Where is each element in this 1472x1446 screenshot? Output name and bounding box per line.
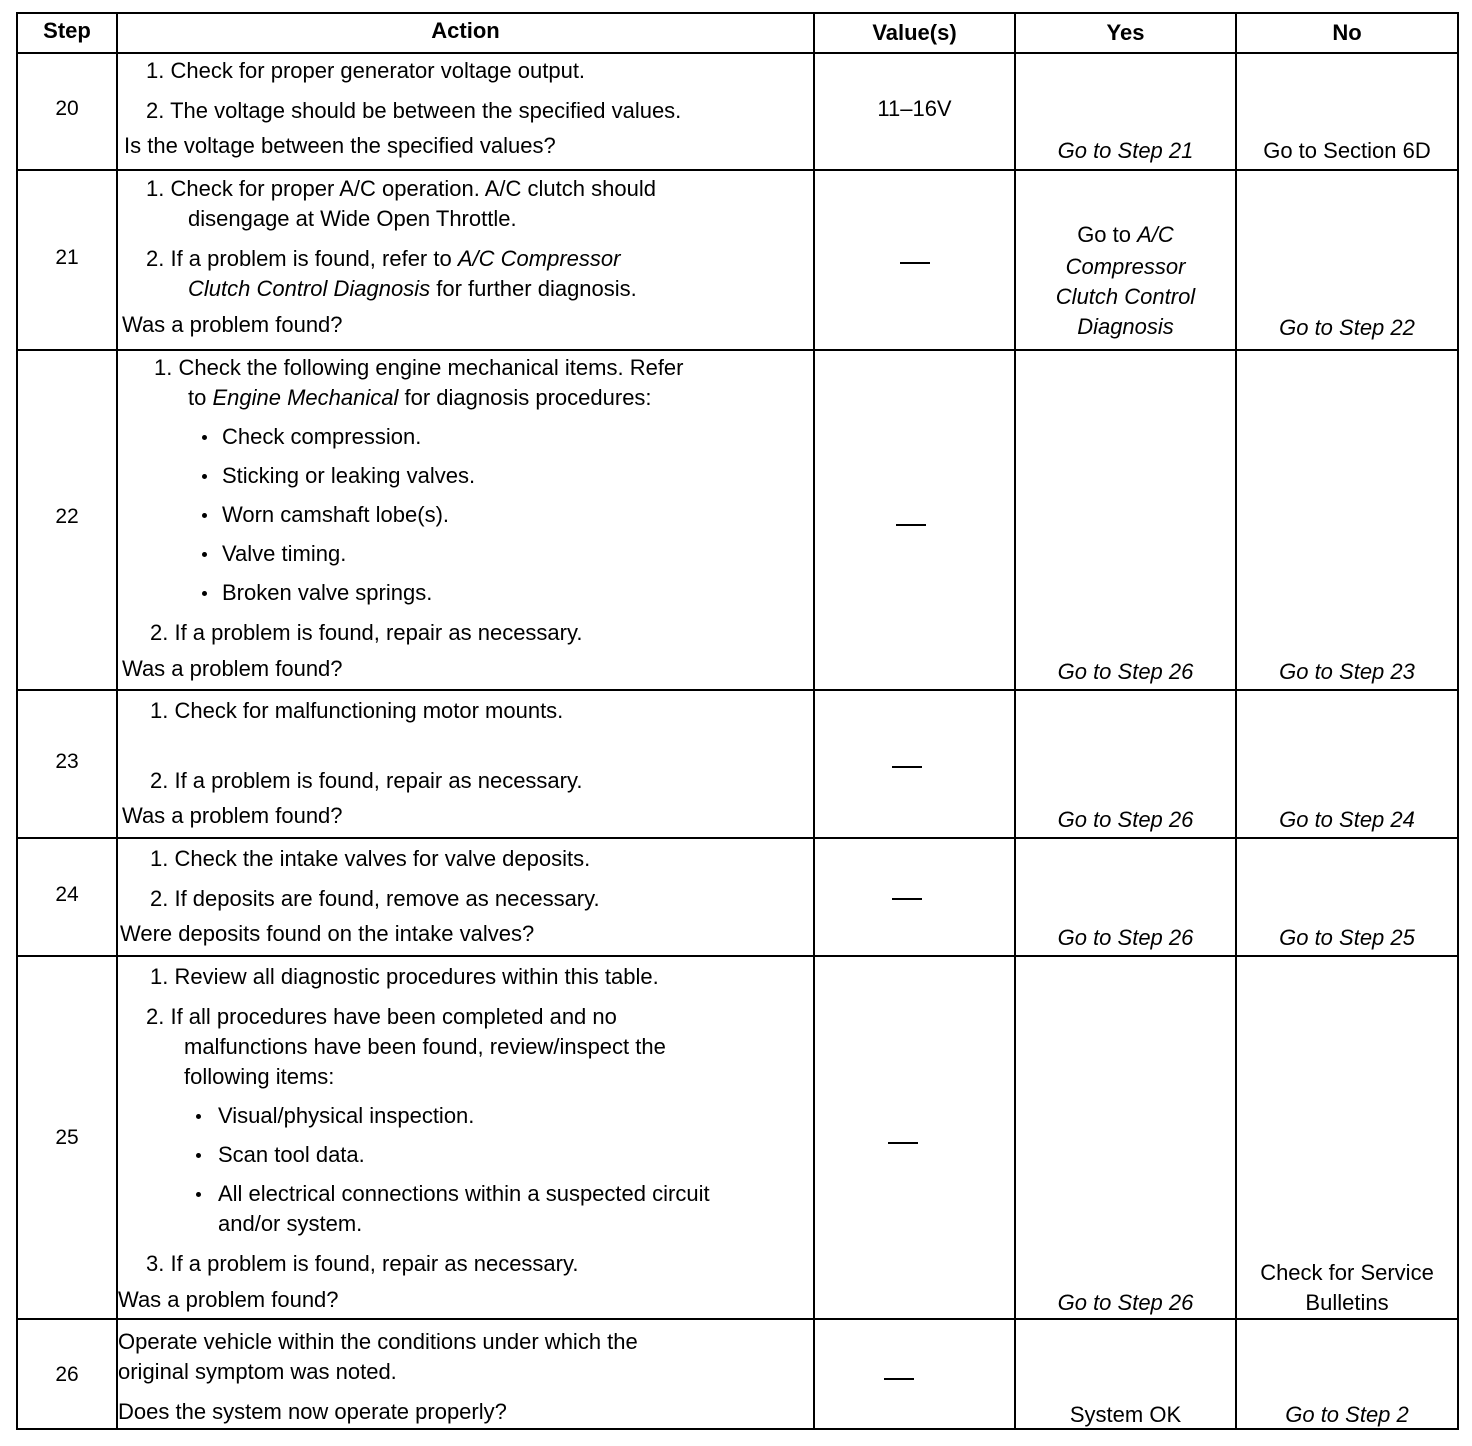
action-text-prefix: 2. If a problem is found, refer to — [146, 246, 452, 271]
action-text: 1. Check for malfunctioning motor mounts. — [150, 698, 564, 723]
rule — [16, 349, 1459, 351]
no-link: Bulletins — [1305, 1290, 1389, 1315]
bullet-dot — [196, 1153, 201, 1158]
action-text: 2. The voltage should be between the specified values. — [146, 98, 682, 123]
rule — [16, 689, 1459, 691]
action-text — [188, 274, 637, 304]
no-link: Go to Step 2 — [1285, 1402, 1409, 1427]
action-text: 3. If a problem is found, repair as necessary. — [146, 1251, 579, 1276]
step-number: 21 — [55, 246, 79, 269]
bullet-item: Worn camshaft lobe(s). — [222, 502, 450, 527]
yes-ref: Compressor — [1065, 254, 1186, 279]
reference-link: A/C Compressor — [457, 246, 621, 271]
no-link: Go to Step 25 — [1279, 925, 1415, 950]
question-text: Was a problem found? — [118, 1287, 339, 1312]
yes-link: Go to Step 26 — [1057, 659, 1194, 684]
action-text: 2. If all procedures have been completed and no — [146, 1004, 617, 1029]
action-text: 1. Check for proper A/C operation. A/C clutch should — [146, 176, 656, 201]
bullet-item: Check compression. — [222, 424, 422, 449]
yes-link: System OK — [1069, 1402, 1182, 1427]
rule — [1235, 12, 1237, 1430]
bullet-item: Visual/physical inspection. — [218, 1103, 475, 1128]
value-dash — [892, 766, 922, 768]
no-link: Go to Step 23 — [1279, 659, 1415, 684]
rule — [16, 52, 1459, 54]
action-text: Operate vehicle within the conditions under which the — [118, 1329, 638, 1354]
bullet-dot — [196, 1114, 201, 1119]
value-text: 11–16V — [877, 96, 952, 121]
no-link: Go to Step 24 — [1279, 807, 1415, 832]
rule — [16, 1318, 1459, 1320]
value-dash — [896, 524, 926, 526]
yes-link: Go to Step 26 — [1057, 807, 1194, 832]
action-text: 1. Check for proper generator voltage output. — [146, 58, 586, 83]
rule — [1457, 12, 1459, 1430]
question-text: Were deposits found on the intake valves? — [120, 921, 535, 946]
header-no: No — [1332, 20, 1362, 45]
header-step: Step — [43, 18, 91, 43]
bullet-dot — [202, 513, 207, 518]
value-dash — [884, 1378, 914, 1380]
action-text: 2. If deposits are found, remove as necessary. — [150, 886, 600, 911]
bullet-item: Scan tool data. — [218, 1142, 365, 1167]
yes-link — [1016, 220, 1235, 250]
bullet-dot — [202, 435, 207, 440]
bullet-dot — [196, 1192, 201, 1197]
bullet-item: All electrical connections within a suspected circuit — [218, 1181, 710, 1206]
action-text-prefix: to — [188, 385, 207, 410]
rule — [16, 12, 1459, 14]
no-link: Go to Section 6D — [1263, 138, 1431, 163]
yes-link: Go to Step 21 — [1057, 138, 1194, 163]
yes-prefix: Go to — [1077, 222, 1131, 247]
step-number: 22 — [55, 505, 79, 528]
action-text: 2. If a problem is found, repair as necessary. — [150, 620, 583, 645]
value-dash — [900, 262, 930, 264]
yes-ref: Clutch Control — [1055, 284, 1196, 309]
header-values: Value(s) — [872, 20, 957, 45]
rule — [813, 12, 815, 1430]
action-text: following items: — [184, 1064, 335, 1089]
diagnostic-table — [16, 12, 1459, 1432]
rule — [16, 955, 1459, 957]
action-text: 1. Check the following engine mechanical items. Refer — [154, 355, 684, 380]
rule — [16, 837, 1459, 839]
question-text: Was a problem found? — [122, 312, 343, 337]
action-text: 2. If a problem is found, repair as necessary. — [150, 768, 583, 793]
yes-ref: A/C — [1137, 222, 1174, 247]
reference-link: Engine Mechanical — [212, 385, 399, 410]
question-text: Was a problem found? — [122, 656, 343, 681]
bullet-dot — [202, 474, 207, 479]
question-text: Does the system now operate properly? — [118, 1399, 507, 1424]
yes-ref: Diagnosis — [1077, 314, 1174, 339]
yes-link: Go to Step 26 — [1057, 925, 1194, 950]
bullet-item: Sticking or leaking valves. — [222, 463, 476, 488]
bullet-dot — [202, 591, 207, 596]
step-number: 24 — [55, 883, 79, 906]
bullet-item: Broken valve springs. — [222, 580, 433, 605]
reference-link: Clutch Control Diagnosis — [188, 276, 431, 301]
question-text: Was a problem found? — [122, 803, 343, 828]
action-text: 1. Check the intake valves for valve deposits. — [150, 846, 591, 871]
step-number: 20 — [55, 97, 79, 120]
value-dash — [892, 898, 922, 900]
bullet-item: Valve timing. — [222, 541, 347, 566]
bullet-item: and/or system. — [218, 1211, 363, 1236]
step-number: 26 — [55, 1363, 79, 1386]
value-dash — [888, 1142, 918, 1144]
action-text: disengage at Wide Open Throttle. — [188, 206, 517, 231]
rule — [116, 12, 118, 1430]
header-action: Action — [431, 18, 500, 43]
action-text-suffix: for diagnosis procedures: — [404, 385, 652, 410]
action-text: malfunctions have been found, review/inspect the — [184, 1034, 666, 1059]
no-link: Check for Service — [1260, 1260, 1434, 1285]
bullet-dot — [202, 552, 207, 557]
rule — [16, 169, 1459, 171]
action-text-suffix: for further diagnosis. — [436, 276, 637, 301]
yes-link: Go to Step 26 — [1057, 1290, 1194, 1315]
action-text — [146, 244, 620, 274]
action-text: 1. Review all diagnostic procedures within this table. — [150, 964, 659, 989]
action-text: original symptom was noted. — [118, 1359, 397, 1384]
action-text — [188, 383, 652, 413]
no-link: Go to Step 22 — [1279, 315, 1415, 340]
rule — [16, 12, 18, 1430]
step-number: 25 — [55, 1126, 79, 1149]
step-number: 23 — [55, 750, 79, 773]
question-text: Is the voltage between the specified values? — [124, 133, 556, 158]
header-yes: Yes — [1106, 20, 1145, 45]
